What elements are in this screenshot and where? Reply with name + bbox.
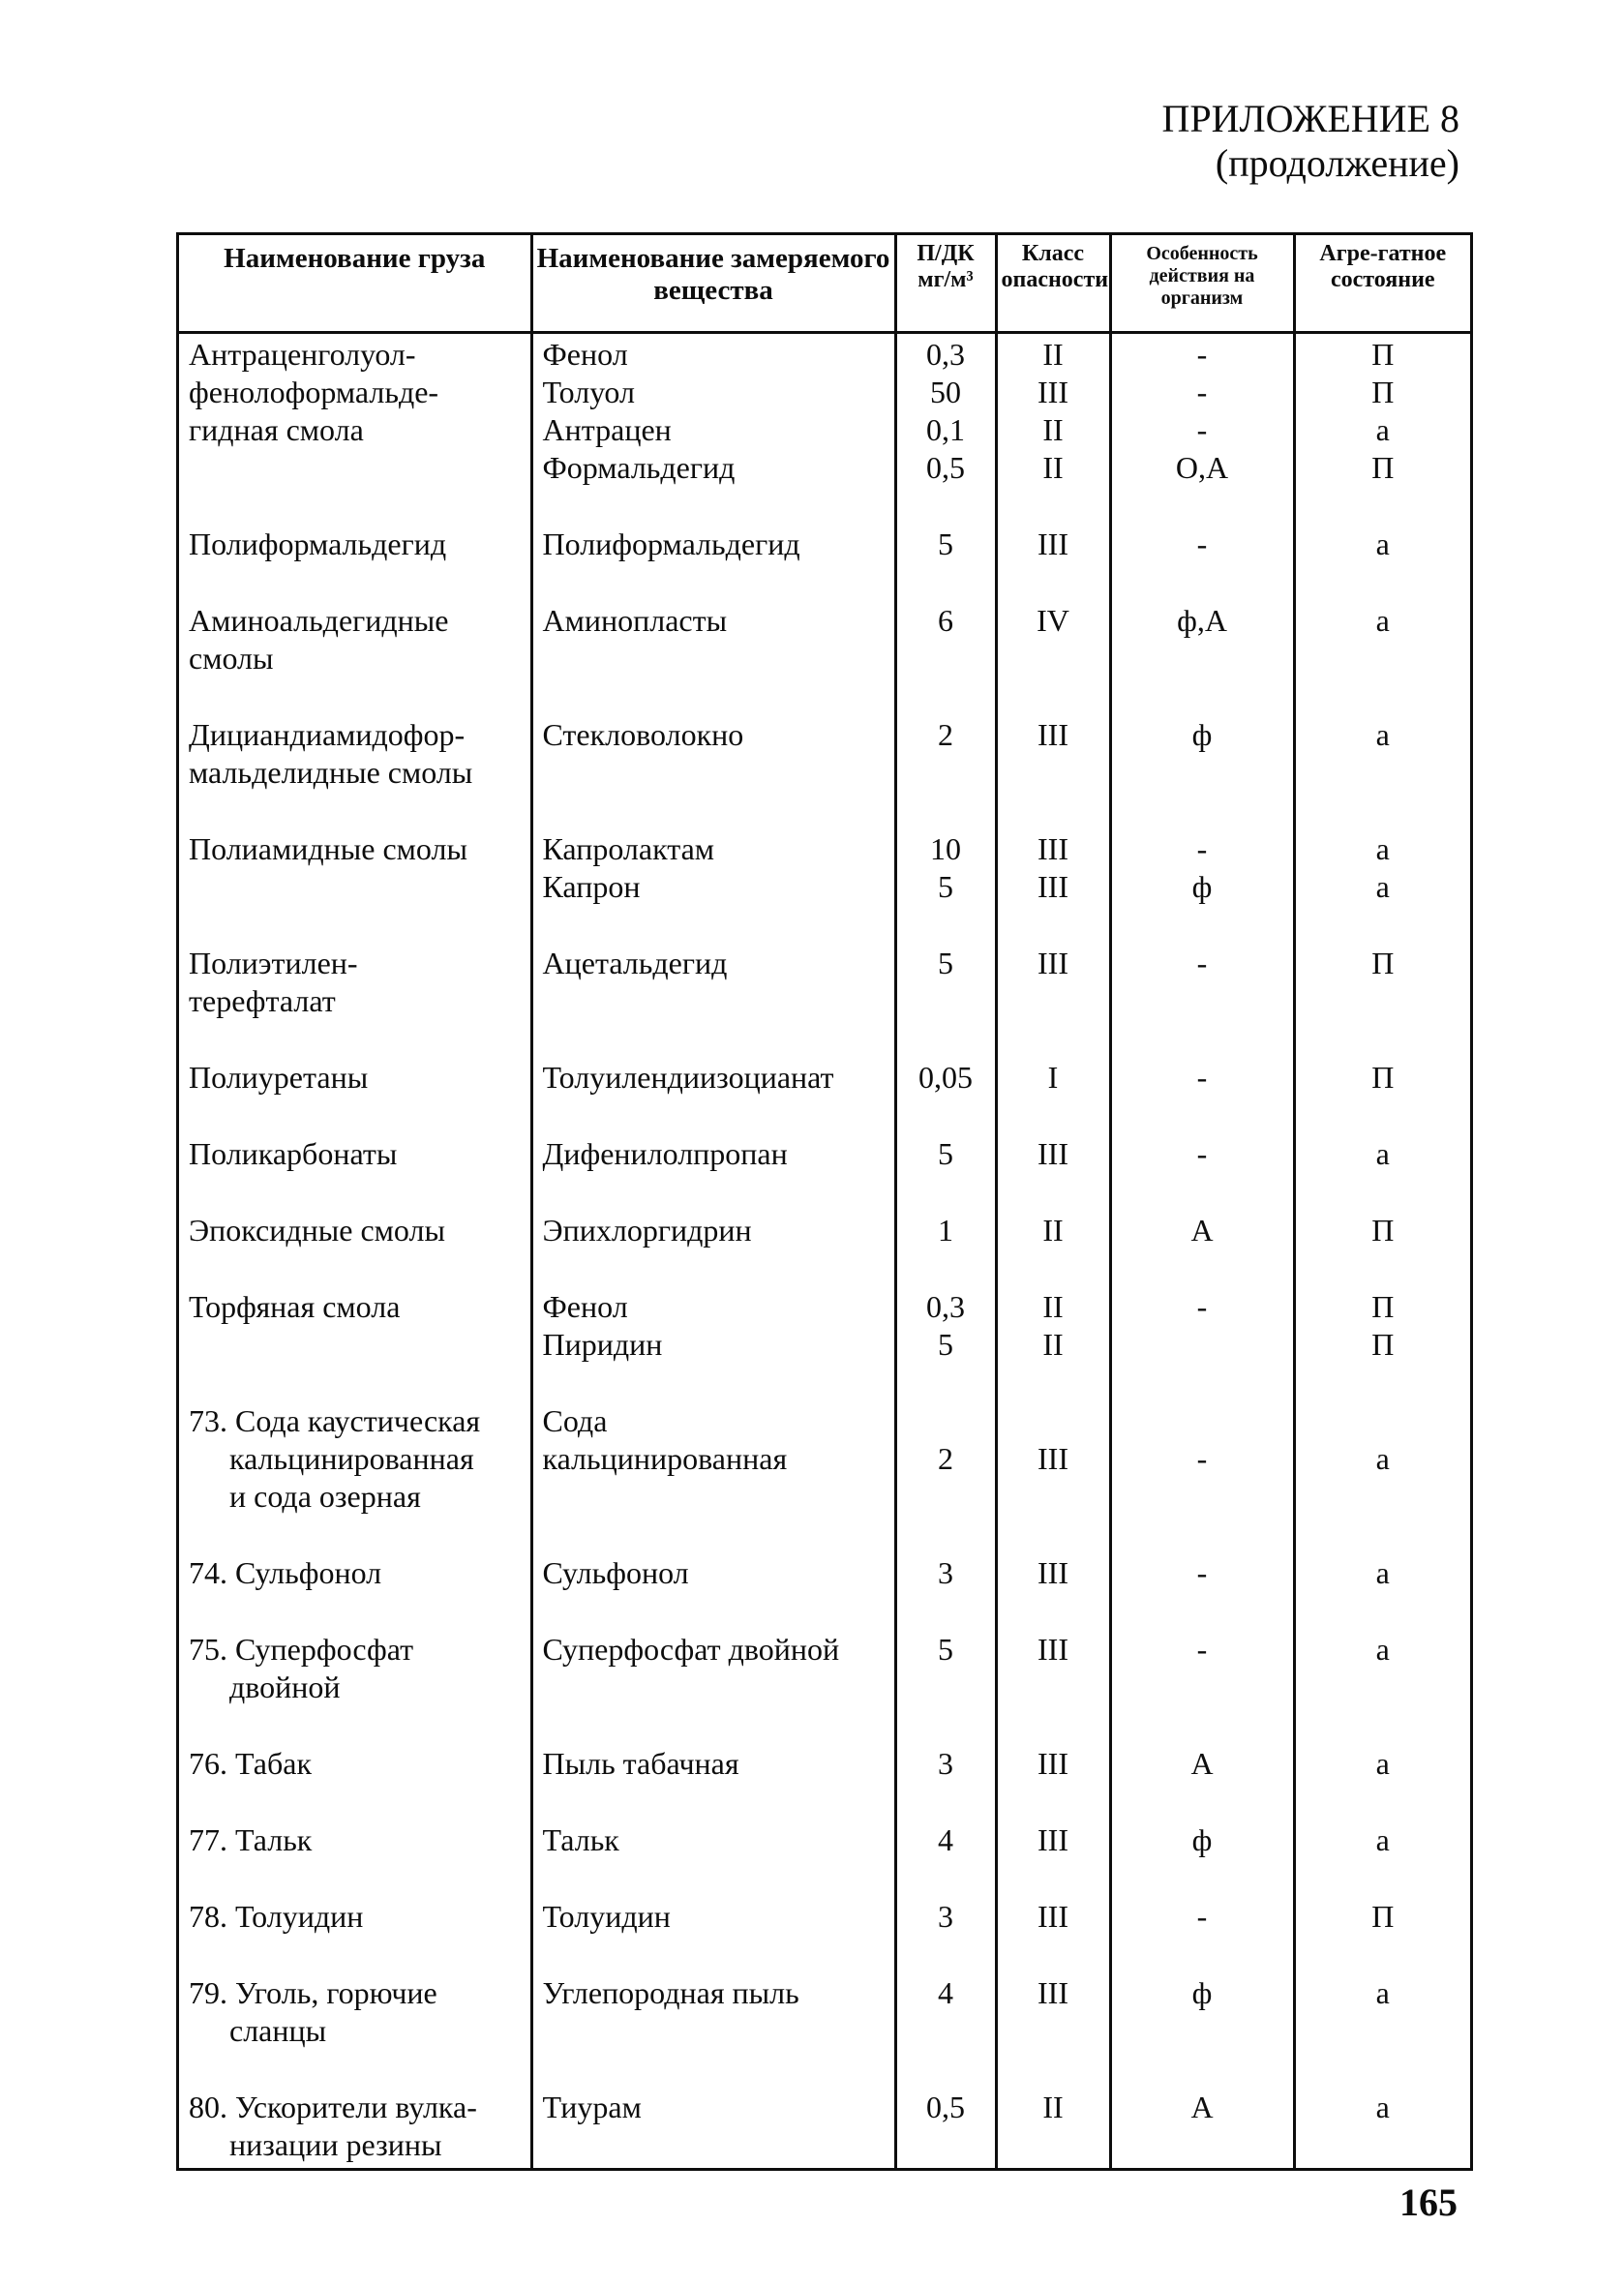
pdk-value-cell — [895, 1286, 996, 1400]
item-number: 75. — [189, 1631, 227, 1667]
cargo-name-cell — [179, 714, 531, 828]
effect: - — [1196, 830, 1208, 866]
effect-cell — [1110, 1210, 1294, 1286]
effect: А — [1190, 1745, 1214, 1781]
cargo-name-line: двойной — [229, 1669, 341, 1704]
table-row — [179, 332, 1470, 524]
substance-cell — [531, 332, 895, 524]
pdk-value: 2 — [938, 1440, 953, 1476]
pdk-value-cell — [895, 714, 996, 828]
hazard-class-cell — [996, 1210, 1110, 1286]
substance: Дифенилолпропан — [542, 1135, 788, 1171]
pdk-value-cell — [895, 1210, 996, 1286]
cargo-name-line: Тальк — [235, 1821, 313, 1857]
pdk-value-cell — [895, 332, 996, 524]
aggregate-state: а — [1375, 1440, 1390, 1476]
aggregate-state-cell — [1294, 1133, 1470, 1210]
cargo-name-line: Толуидин — [235, 1898, 364, 1934]
cargo-name-cell — [179, 1743, 531, 1820]
column-header-cargo: Наименование груза — [179, 235, 531, 332]
aggregate-state-cell — [1294, 828, 1470, 943]
substance-cell — [531, 600, 895, 714]
effect — [1112, 1402, 1293, 1440]
effect-cell — [1110, 1743, 1294, 1820]
effect-cell — [1110, 600, 1294, 714]
table-row — [179, 1210, 1470, 1286]
item-number: 77. — [189, 1821, 227, 1857]
pdk-value: 4 — [938, 1974, 953, 2010]
aggregate-state: П — [1371, 449, 1395, 485]
substance-cell — [531, 1286, 895, 1400]
aggregate-state: П — [1371, 1898, 1395, 1934]
effect-cell — [1110, 1286, 1294, 1400]
hazard-class-cell — [996, 1743, 1110, 1820]
hazard-class-cell — [996, 600, 1110, 714]
table-row — [179, 1820, 1470, 1896]
table-row — [179, 943, 1470, 1057]
column-header-pdk: П/ДК мг/м³ — [895, 235, 996, 332]
cargo-table-frame — [176, 232, 1473, 2171]
item-number: 74. — [189, 1554, 227, 1590]
hazard-class: III — [1038, 830, 1068, 866]
aggregate-state: П — [1371, 1059, 1395, 1095]
substance: Аминопласты — [542, 602, 728, 638]
effect-cell — [1110, 714, 1294, 828]
aggregate-state-cell — [1294, 1210, 1470, 1286]
cargo-name-line: Полиуретаны — [189, 1059, 369, 1095]
aggregate-state-cell — [1294, 1400, 1470, 1552]
appendix-title: ПРИЛОЖЕНИЕ 8 — [1161, 97, 1459, 140]
aggregate-state-cell — [1294, 714, 1470, 828]
substance-cell — [531, 1552, 895, 1629]
substance: Капрон — [542, 868, 641, 904]
effect: ф,А — [1177, 602, 1227, 638]
aggregate-state: а — [1375, 1745, 1390, 1781]
substance-cell — [531, 1629, 895, 1743]
hazard-class-cell — [996, 828, 1110, 943]
substance: Фенол — [542, 336, 628, 372]
effect: ф — [1191, 1821, 1213, 1857]
cargo-name-cell — [179, 600, 531, 714]
cargo-name-line: Эпоксидные смолы — [189, 1212, 445, 1248]
hazard-class-cell — [996, 2087, 1110, 2168]
effect: - — [1196, 411, 1208, 447]
substance: Пыль табачная — [542, 1745, 739, 1781]
hazard-class: III — [1038, 1974, 1068, 2010]
pdk-value-cell — [895, 828, 996, 943]
cargo-name-line: мальделидные смолы — [189, 754, 473, 790]
substance: Углепородная пыль — [542, 1974, 799, 2010]
aggregate-state-cell — [1294, 1057, 1470, 1133]
table-row — [179, 1552, 1470, 1629]
substance-cell — [531, 714, 895, 828]
cargo-name-cell — [179, 1286, 531, 1400]
effect: - — [1196, 1059, 1208, 1095]
hazard-class-cell — [996, 1820, 1110, 1896]
pdk-value-cell — [895, 1133, 996, 1210]
effect: - — [1196, 945, 1208, 980]
aggregate-state: а — [1375, 2089, 1390, 2124]
pdk-value: 0,3 — [926, 1288, 965, 1324]
substance: Фенол — [542, 1288, 628, 1324]
pdk-value-cell — [895, 1820, 996, 1896]
aggregate-state: П — [1371, 1326, 1395, 1362]
item-number: 79. — [189, 1974, 227, 2010]
hazard-class: III — [1038, 1440, 1068, 1476]
table-row — [179, 1057, 1470, 1133]
effect: - — [1196, 526, 1208, 561]
table-row — [179, 2087, 1470, 2168]
substance: Толуидин — [542, 1898, 671, 1934]
cargo-name-line: Суперфосфат — [235, 1631, 414, 1667]
effect-cell — [1110, 1133, 1294, 1210]
effect: А — [1190, 1212, 1214, 1248]
effect-cell — [1110, 1400, 1294, 1552]
table-row — [179, 1133, 1470, 1210]
substance: Формальдегид — [542, 449, 736, 485]
pdk-value — [897, 1402, 995, 1440]
page-number: 165 — [1399, 2181, 1458, 2224]
table-row — [179, 1286, 1470, 1400]
aggregate-state-cell — [1294, 1820, 1470, 1896]
cargo-name-line: Сульфонол — [235, 1554, 382, 1590]
table-row — [179, 1743, 1470, 1820]
hazard-class: III — [1038, 1135, 1068, 1171]
pdk-value-cell — [895, 1896, 996, 1972]
substance-cell — [531, 1133, 895, 1210]
hazard-class-cell — [996, 1057, 1110, 1133]
cargo-name-cell — [179, 1400, 531, 1552]
aggregate-state: П — [1371, 374, 1395, 409]
aggregate-state: а — [1375, 1821, 1390, 1857]
pdk-value-cell — [895, 1552, 996, 1629]
aggregate-state: а — [1375, 602, 1390, 638]
cargo-name-line: Торфяная смола — [189, 1288, 401, 1324]
effect-cell — [1110, 1896, 1294, 1972]
effect: - — [1196, 1288, 1208, 1324]
item-number: 78. — [189, 1898, 227, 1934]
hazard-class: III — [1038, 1745, 1068, 1781]
column-header-state: Агре-гатное состояние — [1294, 235, 1470, 332]
hazard-class-cell — [996, 1896, 1110, 1972]
substance: Сода — [542, 1402, 608, 1438]
pdk-value-cell — [895, 1972, 996, 2087]
cargo-name-cell — [179, 1133, 531, 1210]
effect-cell — [1110, 524, 1294, 600]
pdk-value: 2 — [938, 716, 953, 752]
cargo-name-line: терефталат — [189, 982, 336, 1018]
cargo-name-line: фенолоформальде- — [189, 374, 439, 409]
hazard-class: II — [1042, 1288, 1064, 1324]
effect-cell — [1110, 828, 1294, 943]
aggregate-state: П — [1371, 945, 1395, 980]
appendix-subtitle: (продолжение) — [1215, 141, 1459, 185]
cargo-name-line: Аминоальдегидные — [189, 602, 449, 638]
cargo-name-line: смолы — [189, 640, 274, 676]
effect-cell — [1110, 1972, 1294, 2087]
substance: Стекловолокно — [542, 716, 744, 752]
column-header-hazard-class: Класс опасности — [996, 235, 1110, 332]
substance: Полиформальдегид — [542, 526, 800, 561]
pdk-value: 6 — [938, 602, 953, 638]
hazard-class-cell — [996, 714, 1110, 828]
pdk-value: 3 — [938, 1745, 953, 1781]
aggregate-state: а — [1375, 1631, 1390, 1667]
hazard-class-cell — [996, 332, 1110, 524]
pdk-value-cell — [895, 1743, 996, 1820]
cargo-name-cell — [179, 1057, 531, 1133]
hazard-class-cell — [996, 1629, 1110, 1743]
aggregate-state-cell — [1294, 1286, 1470, 1400]
hazard-class: III — [1038, 1821, 1068, 1857]
pdk-value-cell — [895, 1057, 996, 1133]
substance: Толуол — [542, 374, 635, 409]
effect-cell — [1110, 943, 1294, 1057]
effect: - — [1196, 374, 1208, 409]
substance-cell — [531, 1743, 895, 1820]
effect: А — [1190, 2089, 1214, 2124]
substance: Толуилендиизоцианат — [542, 1059, 834, 1095]
pdk-value: 0,3 — [926, 336, 965, 372]
column-header-substance: Наименование замеряемого вещества — [531, 235, 895, 332]
effect: - — [1196, 1631, 1208, 1667]
aggregate-state-cell — [1294, 524, 1470, 600]
table-row — [179, 1896, 1470, 1972]
aggregate-state-cell — [1294, 1896, 1470, 1972]
aggregate-state: а — [1375, 716, 1390, 752]
effect: ф — [1191, 716, 1213, 752]
substance-cell — [531, 828, 895, 943]
effect: - — [1196, 336, 1208, 372]
pdk-value: 4 — [938, 1821, 953, 1857]
hazard-class: II — [1042, 336, 1064, 372]
aggregate-state: П — [1371, 1288, 1395, 1324]
cargo-name-line: низации резины — [229, 2126, 442, 2162]
substance-cell — [531, 2087, 895, 2168]
substance-cell — [531, 1820, 895, 1896]
pdk-value: 0,1 — [926, 411, 965, 447]
effect: - — [1196, 1135, 1208, 1171]
cargo-name-cell — [179, 524, 531, 600]
effect: - — [1196, 1898, 1208, 1934]
hazard-class: II — [1042, 411, 1064, 447]
pdk-value-cell — [895, 524, 996, 600]
hazard-class-cell — [996, 1400, 1110, 1552]
effect: ф — [1191, 868, 1213, 904]
aggregate-state-cell — [1294, 1552, 1470, 1629]
pdk-value: 0,5 — [926, 2089, 965, 2124]
table-row — [179, 828, 1470, 943]
hazard-class: III — [1038, 716, 1068, 752]
cargo-name-cell — [179, 1972, 531, 2087]
aggregate-state: а — [1375, 1974, 1390, 2010]
cargo-name-line: Антраценголуол- — [189, 336, 416, 372]
hazard-class: I — [1047, 1059, 1059, 1095]
hazard-class: II — [1042, 449, 1064, 485]
table-row — [179, 524, 1470, 600]
aggregate-state: а — [1375, 830, 1390, 866]
cargo-name-cell — [179, 1210, 531, 1286]
pdk-value: 5 — [938, 868, 953, 904]
pdk-value: 5 — [938, 1326, 953, 1362]
substance: Суперфосфат двойной — [542, 1631, 840, 1667]
item-number: 76. — [189, 1745, 227, 1781]
substance: кальцинированная — [542, 1440, 788, 1476]
cargo-name-cell — [179, 332, 531, 524]
cargo-name-cell — [179, 943, 531, 1057]
cargo-name-line: и сода озерная — [229, 1478, 421, 1514]
aggregate-state-cell — [1294, 1743, 1470, 1820]
aggregate-state: а — [1375, 526, 1390, 561]
substance: Сульфонол — [542, 1554, 689, 1590]
table-header-row — [179, 235, 1470, 332]
hazard-class: III — [1038, 526, 1068, 561]
pdk-value: 50 — [930, 374, 961, 409]
substance: Ацетальдегид — [542, 945, 728, 980]
substance-cell — [531, 1972, 895, 2087]
aggregate-state-cell — [1294, 943, 1470, 1057]
cargo-name-cell — [179, 828, 531, 943]
table-row — [179, 714, 1470, 828]
pdk-value: 0,05 — [918, 1059, 973, 1095]
cargo-name-line: кальцинированная — [229, 1440, 474, 1476]
item-number: 73. — [189, 1402, 227, 1438]
pdk-value-cell — [895, 2087, 996, 2168]
aggregate-state-cell — [1294, 332, 1470, 524]
aggregate-state-cell — [1294, 1629, 1470, 1743]
aggregate-state: а — [1375, 1135, 1390, 1171]
hazard-class: III — [1038, 868, 1068, 904]
cargo-name-cell — [179, 1552, 531, 1629]
hazard-class: III — [1038, 1898, 1068, 1934]
cargo-name-line: Ускорители вулка- — [235, 2089, 477, 2124]
hazard-class-cell — [996, 1552, 1110, 1629]
substance: Эпихлоргидрин — [542, 1212, 752, 1248]
pdk-value: 1 — [938, 1212, 953, 1248]
effect: ф — [1191, 1974, 1213, 2010]
table-body — [179, 332, 1470, 2168]
effect-cell — [1110, 332, 1294, 524]
hazard-class-cell — [996, 1286, 1110, 1400]
pdk-value-cell — [895, 1400, 996, 1552]
hazard-class: II — [1042, 2089, 1064, 2124]
hazard-class-cell — [996, 524, 1110, 600]
pdk-value-cell — [895, 600, 996, 714]
pdk-value-cell — [895, 943, 996, 1057]
aggregate-state: П — [1371, 1212, 1395, 1248]
aggregate-state-cell — [1294, 2087, 1470, 2168]
pdk-value: 5 — [938, 1135, 953, 1171]
cargo-name-cell — [179, 1820, 531, 1896]
substance: Антрацен — [542, 411, 672, 447]
pdk-value: 0,5 — [926, 449, 965, 485]
effect: - — [1196, 1554, 1208, 1590]
pdk-value: 5 — [938, 526, 953, 561]
substance: Тальк — [542, 1821, 619, 1857]
aggregate-state: а — [1375, 868, 1390, 904]
hazard-class: III — [1038, 945, 1068, 980]
cargo-name-line: Дициандиамидофор- — [189, 716, 466, 752]
effect: - — [1196, 1440, 1208, 1476]
effect-cell — [1110, 1820, 1294, 1896]
cargo-name-cell — [179, 1896, 531, 1972]
cargo-name-line: Табак — [235, 1745, 312, 1781]
pdk-value: 10 — [930, 830, 961, 866]
aggregate-state: П — [1371, 336, 1395, 372]
aggregate-state-cell — [1294, 1972, 1470, 2087]
substance: Капролактам — [542, 830, 715, 866]
table-row — [179, 600, 1470, 714]
pdk-value: 5 — [938, 945, 953, 980]
pdk-value: 5 — [938, 1631, 953, 1667]
cargo-name-line: Полиэтилен- — [189, 945, 358, 980]
substance-cell — [531, 1057, 895, 1133]
cargo-hazard-table — [179, 235, 1470, 2168]
cargo-name-line: Полиамидные смолы — [189, 830, 467, 866]
hazard-class: IV — [1037, 602, 1069, 638]
aggregate-state — [1296, 1402, 1471, 1440]
substance-cell — [531, 1896, 895, 1972]
hazard-class — [998, 1402, 1109, 1440]
hazard-class: III — [1038, 374, 1068, 409]
table-row — [179, 1972, 1470, 2087]
hazard-class-cell — [996, 1972, 1110, 2087]
cargo-name-cell — [179, 1629, 531, 1743]
hazard-class-cell — [996, 943, 1110, 1057]
hazard-class: II — [1042, 1212, 1064, 1248]
hazard-class: III — [1038, 1631, 1068, 1667]
cargo-name-line: Уголь, горючие — [235, 1974, 437, 2010]
pdk-value-cell — [895, 1629, 996, 1743]
substance-cell — [531, 1400, 895, 1552]
table-row — [179, 1400, 1470, 1552]
effect-cell — [1110, 2087, 1294, 2168]
hazard-class-cell — [996, 1133, 1110, 1210]
hazard-class: II — [1042, 1326, 1064, 1362]
aggregate-state: а — [1375, 411, 1390, 447]
substance-cell — [531, 524, 895, 600]
cargo-name-line: гидная смола — [189, 411, 364, 447]
appendix-heading — [1161, 97, 1459, 186]
cargo-name-line: сланцы — [229, 2012, 327, 2048]
cargo-name-line: Сода каустическая — [235, 1402, 481, 1438]
aggregate-state: а — [1375, 1554, 1390, 1590]
substance-cell — [531, 943, 895, 1057]
substance: Тиурам — [542, 2089, 642, 2124]
effect-cell — [1110, 1629, 1294, 1743]
cargo-name-line: Поликарбонаты — [189, 1135, 398, 1171]
effect-cell — [1110, 1552, 1294, 1629]
table-row — [179, 1629, 1470, 1743]
hazard-class: III — [1038, 1554, 1068, 1590]
effect: О,А — [1175, 449, 1229, 485]
substance-cell — [531, 1210, 895, 1286]
column-header-effect: Особенность действия на организм — [1110, 235, 1294, 332]
pdk-value: 3 — [938, 1554, 953, 1590]
cargo-name-line: Полиформальдегид — [189, 526, 447, 561]
pdk-value: 3 — [938, 1898, 953, 1934]
effect-cell — [1110, 1057, 1294, 1133]
aggregate-state-cell — [1294, 600, 1470, 714]
cargo-name-cell — [179, 2087, 531, 2168]
item-number: 80. — [189, 2089, 227, 2124]
substance: Пиридин — [542, 1326, 663, 1362]
